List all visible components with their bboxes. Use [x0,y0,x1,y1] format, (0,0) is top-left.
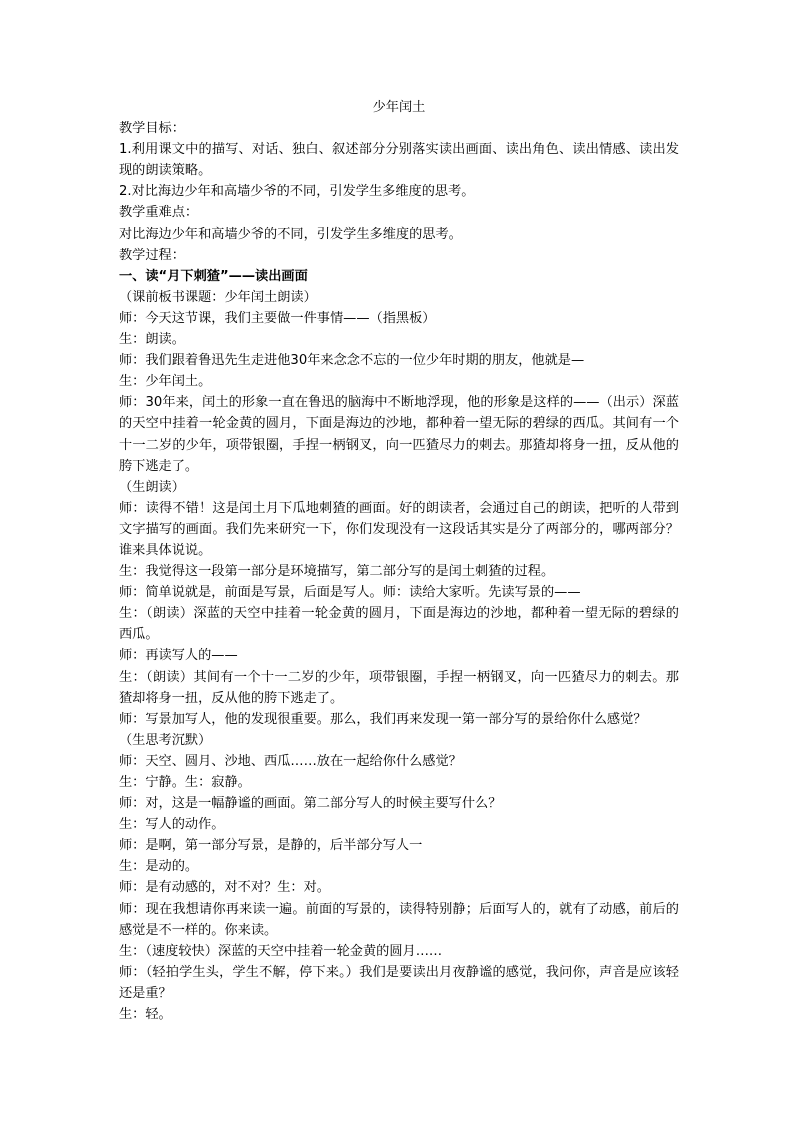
paragraph: 生：轻。 [119,1007,172,1023]
paragraph: 师：读得不错！这是闰土月下瓜地刺猹的画面。好的朗读者，会通过自己的朗读，把听的人带到文字描写的画面。我们先来研究一下，你们发现没有一这段话其实是分了两部分的，哪两部分？谁来具体说说。 [119,500,679,558]
paragraph: 师：今天这节课，我们主要做一件事情——（指黑板） [119,310,436,326]
paragraph: 1.利用课文中的描写、对话、独白、叙述部分分别落实读出画面、读出角色、读出情感、读出发现的朗读策略。 [119,142,679,179]
document-title: 少年闰土 [372,100,426,115]
section-heading: 一、读“月下刺猹”——读出画面 [119,268,308,284]
paragraph: 师：写景加写人，他的发现很重要。那么，我们再来发现一第一部分写的景给你什么感觉？ [119,711,647,727]
paragraph: 师：（轻拍学生头，学生不解，停下来。）我们是要读出月夜静谧的感觉，我问你，声音是应该轻还是重？ [119,964,679,1001]
paragraph: （生思考沉默） [119,732,212,748]
paragraph: 教学重难点： [119,205,199,221]
paragraph: 生：朗读。 [119,332,185,348]
paragraph: 2.对比海边少年和高墙少爷的不同，引发学生多维度的思考。 [119,184,475,200]
paragraph: 师：简单说就是，前面是写景，后面是写人。师：读给大家听。先读写景的—— [119,585,581,601]
paragraph: （生朗读） [119,479,185,495]
paragraph: 生：宁静。生：寂静。 [119,775,251,790]
paragraph: 师：天空、圆月、沙地、西瓜……放在一起给你什么感觉？ [119,753,462,769]
paragraph: 师：我们跟着鲁迅先生走进他30年来念念不忘的一位少年时期的朋友，他就是— [119,353,585,369]
paragraph: 生：我觉得这一段第一部分是环境描写，第二部分写的是闰土刺猹的过程。 [119,564,555,580]
paragraph: 师：再读写人的—— [119,648,238,664]
paragraph: 师：30年来，闰土的形象一直在鲁迅的脑海中不断地浮现，他的形象是这样的——（出示）深蓝的天空中挂着一轮金黄的圆月，下面是海边的沙地，都种着一望无际的碧绿的西瓜。其间有一个十一二岁的少年，项带银圈，手捏一柄钢叉，向一匹猹尽力的刺去。那猹却将身一扭，反从他的胯下逃走了。 [119,395,679,474]
paragraph: 教学过程： [119,247,185,263]
document-page [119,97,679,1025]
paragraph: （课前板书课题：少年闰土朗读） [119,289,317,305]
paragraph: 师：对，这是一幅静谧的画面。第二部分写人的时候主要写什么？ [119,796,502,812]
paragraph: 师：是啊，第一部分写景，是静的，后半部分写人一 [119,838,423,854]
paragraph: 生：少年闰土。 [119,374,212,390]
paragraph: 对比海边少年和高墙少爷的不同，引发学生多维度的思考。 [119,226,462,242]
document-body [119,118,679,1025]
paragraph: 师：是有动感的，对不对？生：对。 [119,880,330,896]
paragraph: 教学目标： [119,121,185,137]
paragraph: 生：（朗读）其间有一个十一二岁的少年，项带银圈，手捏一柄钢叉，向一匹猹尽力的刺去。那猹却将身一扭，反从他的胯下逃走了。 [119,669,679,706]
paragraph: 生：是动的。 [119,859,199,875]
paragraph: 生：（速度较快）深蓝的天空中挂着一轮金黄的圆月…… [119,943,443,959]
paragraph: 师：现在我想请你再来读一遍。前面的写景的，读得特别静；后面写人的，就有了动感，前后的感觉是不一样的。你来读。 [119,901,679,938]
paragraph: 生：写人的动作。 [119,817,225,833]
paragraph: 生：（朗读）深蓝的天空中挂着一轮金黄的圆月，下面是海边的沙地，都种着一望无际的碧绿的西瓜。 [119,606,679,643]
